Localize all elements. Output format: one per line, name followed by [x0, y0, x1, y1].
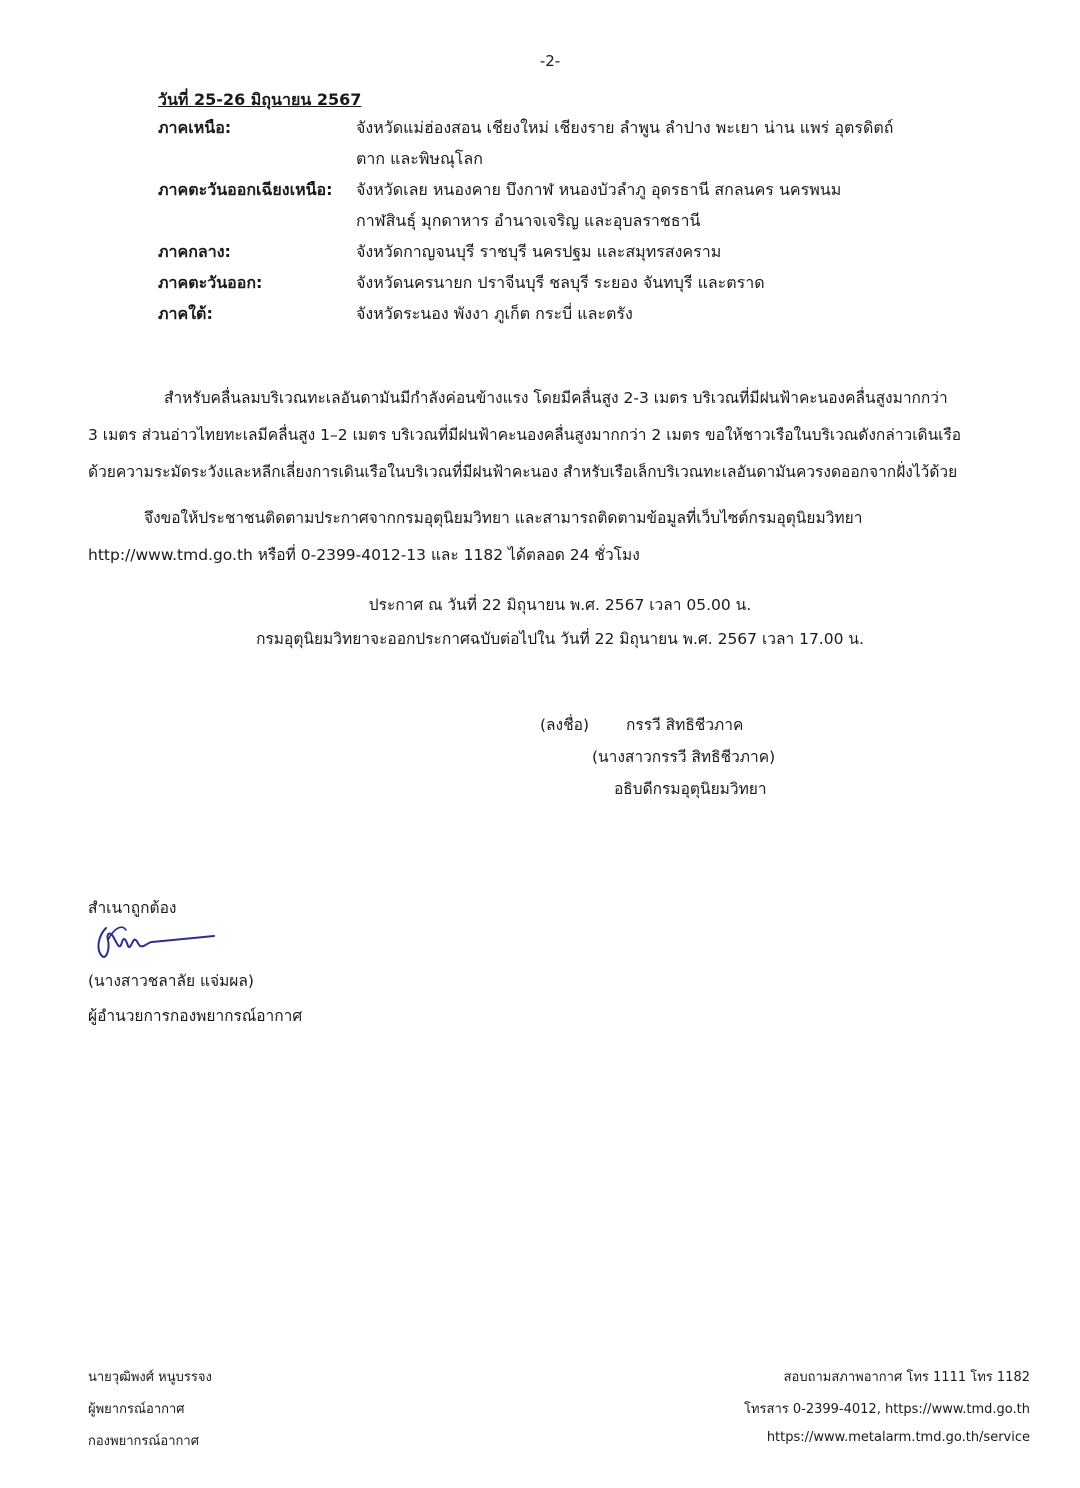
paragraph-follow — [88, 500, 1012, 574]
region-label-north: ภาคเหนือ: — [158, 118, 232, 137]
footer-forecaster-title: ผู้พยากรณ์อากาศ — [88, 1402, 185, 1417]
paragraph-line: จึงขอให้ประชาชนติดตามประกาศจากกรมอุตุนิยมวิทยา และสามารถติดตามข้อมูลที่เว็บไซต์กรมอุตุนิยมวิทยา — [144, 509, 863, 527]
signer-position: อธิบดีกรมอุตุนิยมวิทยา — [614, 780, 767, 798]
region-text-east — [356, 267, 765, 298]
paragraph-line: สำหรับคลื่นลมบริเวณทะเลอันดามันมีกำลังค่อนข้างแรง โดยมีคลื่นสูง 2-3 เมตร บริเวณที่มีฝนฟ้าคะนองคลื่นสูงมากกว่า — [164, 389, 948, 407]
region-label-east: ภาคตะวันออก: — [158, 273, 263, 292]
region-line: กาฬสินธุ์ มุกดาหาร อำนาจเจริญ และอุบลราชธานี — [356, 211, 701, 230]
region-line: จังหวัดระนอง พังงา ภูเก็ต กระบี่ และตรัง — [356, 304, 633, 323]
region-label-northeast: ภาคตะวันออกเฉียงเหนือ: — [158, 180, 333, 199]
paragraph-line: 3 เมตร ส่วนอ่าวไทยทะเลมีคลื่นสูง 1–2 เมตร บริเวณที่มีฝนฟ้าคะนองคลื่นสูงมากกว่า 2 เมตร ขอให้ชาวเรือในบริเวณดังกล่าวเดินเรือ — [88, 426, 962, 444]
region-line: จังหวัดแม่ฮ่องสอน เชียงใหม่ เชียงราย ลำพูน ลำปาง พะเยา น่าน แพร่ อุตรดิตถ์ — [356, 118, 894, 137]
certified-copy-label: สำเนาถูกต้อง — [88, 899, 177, 917]
handwritten-signature — [92, 920, 222, 964]
signed-label: (ลงชื่อ) — [540, 716, 589, 734]
region-line: จังหวัดกาญจนบุรี ราชบุรี นครปฐม และสมุทรสงคราม — [356, 242, 722, 261]
region-line: ตาก และพิษณุโลก — [356, 149, 483, 168]
footer-phone: สอบถามสภาพอากาศ โทร 1111 โทร 1182 — [783, 1370, 1030, 1385]
footer-division: กองพยากรณ์อากาศ — [88, 1434, 199, 1449]
announce-line: ประกาศ ณ วันที่ 22 มิถุนายน พ.ศ. 2567 เวลา 05.00 น. — [368, 596, 752, 614]
region-label-south: ภาคใต้: — [158, 304, 213, 323]
date-heading: วันที่ 25-26 มิถุนายน 2567 — [158, 90, 362, 109]
signer-full-name: (นางสาวกรรวี สิทธิชีวภาค) — [592, 748, 776, 766]
footer-fax-website: โทรสาร 0-2399-4012, https://www.tmd.go.th — [744, 1402, 1030, 1417]
region-label-central: ภาคกลาง: — [158, 242, 231, 261]
page-number: -2- — [539, 52, 561, 70]
region-text-north — [356, 112, 893, 174]
certified-copy-position: ผู้อำนวยการกองพยากรณ์อากาศ — [88, 1007, 303, 1025]
paragraph-line: ด้วยความระมัดระวังและหลีกเลี่ยงการเดินเรือในบริเวณที่มีฝนฟ้าคะนอง สำหรับเรือเล็กบริเวณทะเลอันดามันควรงดออกจากฝั่งไว้ด้วย — [88, 463, 958, 481]
paragraph-waves — [88, 380, 1012, 491]
footer-forecaster-name: นายวุฒิพงศ์ หนูบรรจง — [88, 1370, 212, 1385]
region-line: จังหวัดนครนายก ปราจีนบุรี ชลบุรี ระยอง จันทบุรี และตราด — [356, 273, 765, 292]
footer-metalarm-link[interactable]: https://www.metalarm.tmd.go.th/service — [766, 1430, 1030, 1445]
region-text-northeast — [356, 174, 841, 236]
certified-copy-name: (นางสาวชลาลัย แจ่มผล) — [88, 972, 254, 990]
region-text-south — [356, 298, 633, 329]
signed-name: กรรวี สิทธิชีวภาค — [626, 716, 744, 734]
next-announce-line: กรมอุตุนิยมวิทยาจะออกประกาศฉบับต่อไปใน วันที่ 22 มิถุนายน พ.ศ. 2567 เวลา 17.00 น. — [256, 630, 864, 648]
region-text-central — [356, 236, 721, 267]
paragraph-line: http://www.tmd.go.th หรือที่ 0-2399-4012-13 และ 1182 ได้ตลอด 24 ชั่วโมง — [88, 546, 640, 564]
region-line: จังหวัดเลย หนองคาย บึงกาฬ หนองบัวลำภู อุดรธานี สกลนคร นครพนม — [356, 180, 842, 199]
